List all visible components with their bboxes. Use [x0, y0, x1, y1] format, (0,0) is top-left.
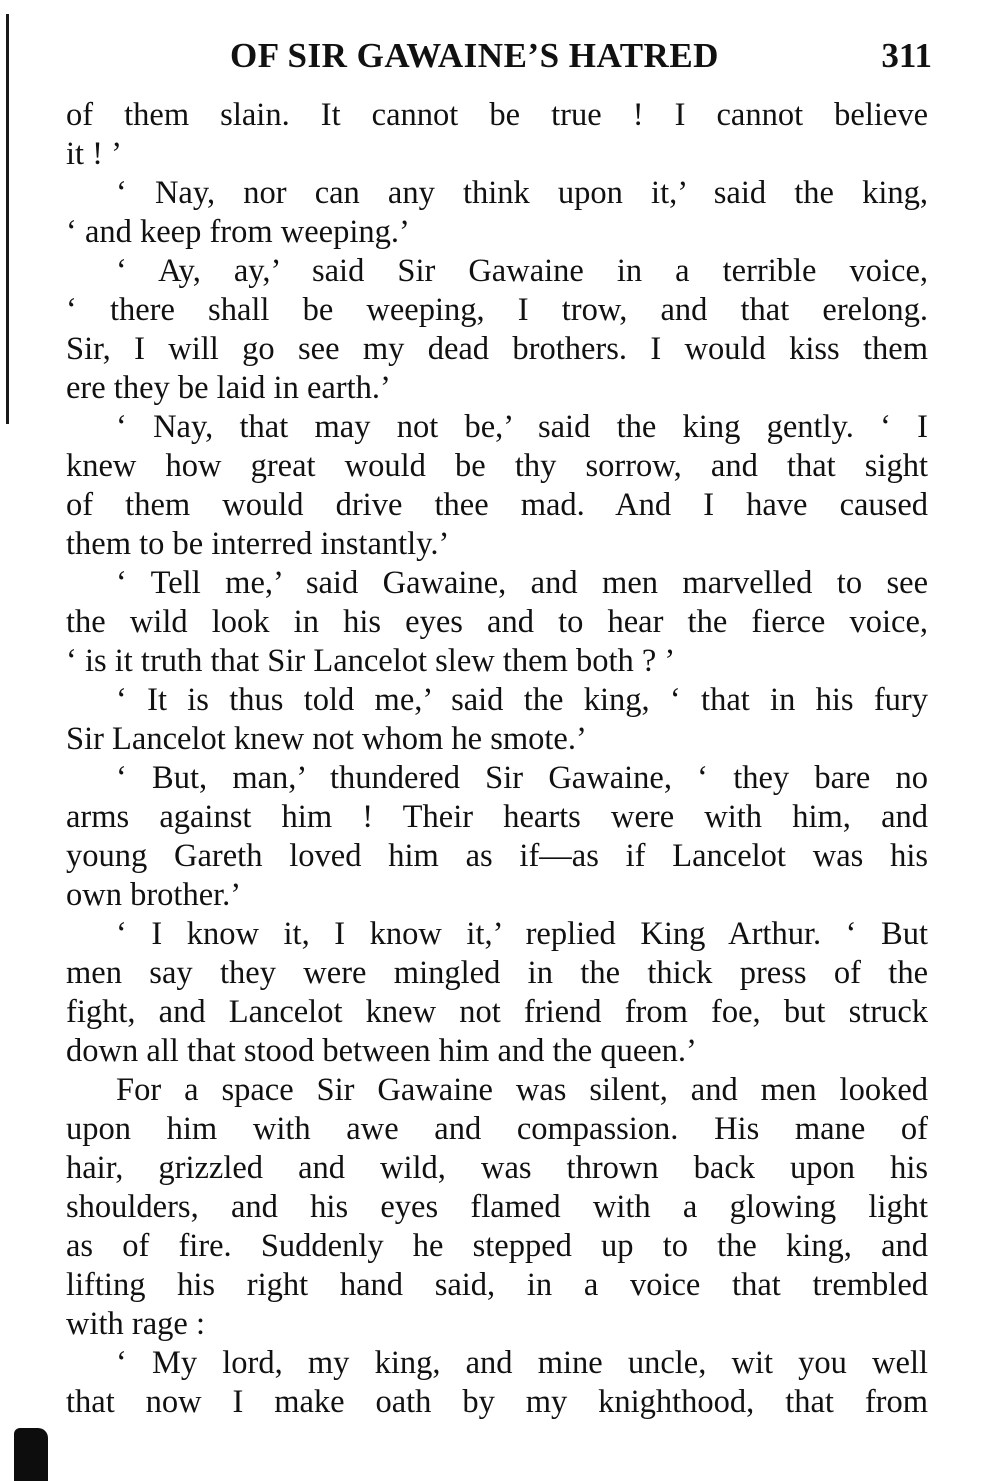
text-line: ‘ It is thus told me,’ said the king, ‘ that in his fury [116, 682, 928, 718]
ink-blot [14, 1428, 48, 1481]
text-line: knew how great would be thy sorrow, and that sight [66, 448, 928, 484]
page-gutter-shadow [6, 14, 9, 424]
text-line: of them slain. It cannot be true ! I cannot believe [66, 97, 928, 133]
text-line: ‘ But, man,’ thundered Sir Gawaine, ‘ they bare no [116, 760, 928, 796]
text-line: lifting his right hand said, in a voice that trembled [66, 1267, 928, 1303]
text-line: the wild look in his eyes and to hear the fierce voice, [66, 604, 928, 640]
text-line: ‘ Nay, that may not be,’ said the king gently. ‘ I [116, 409, 928, 445]
text-line: ‘ is it truth that Sir Lancelot slew them both ? ’ [66, 643, 676, 679]
text-line: ‘ there shall be weeping, I trow, and that erelong. [66, 292, 928, 328]
text-line: upon him with awe and compassion. His mane of [66, 1111, 928, 1147]
running-header [66, 36, 932, 86]
body-text [66, 96, 928, 1422]
text-line: men say they were mingled in the thick press of the [66, 955, 928, 991]
text-line: arms against him ! Their hearts were with him, and [66, 799, 928, 835]
text-line: hair, grizzled and wild, was thrown back upon his [66, 1150, 928, 1186]
text-line: it ! ’ [66, 136, 122, 172]
text-line: as of fire. Suddenly he stepped up to the king, and [66, 1228, 928, 1264]
text-line: down all that stood between him and the queen.’ [66, 1033, 697, 1069]
text-line: ‘ and keep from weeping.’ [66, 214, 410, 250]
text-line: For a space Sir Gawaine was silent, and men looked [116, 1072, 928, 1108]
text-line: that now I make oath by my knighthood, that from [66, 1384, 928, 1420]
text-line: them to be interred instantly.’ [66, 526, 450, 562]
text-line: Sir Lancelot knew not whom he smote.’ [66, 721, 587, 757]
text-line: of them would drive thee mad. And I have caused [66, 487, 928, 523]
text-line: shoulders, and his eyes flamed with a glowing light [66, 1189, 928, 1225]
text-line: own brother.’ [66, 877, 242, 913]
text-line: with rage : [66, 1306, 205, 1342]
text-line: ‘ Nay, nor can any think upon it,’ said the king, [116, 175, 928, 211]
text-line: ‘ Ay, ay,’ said Sir Gawaine in a terrible voice, [116, 253, 928, 289]
text-line: ‘ Tell me,’ said Gawaine, and men marvelled to see [116, 565, 928, 601]
text-line: ‘ My lord, my king, and mine uncle, wit you well [116, 1345, 928, 1381]
text-line: young Gareth loved him as if—as if Lancelot was his [66, 838, 928, 874]
text-line: ere they be laid in earth.’ [66, 370, 391, 406]
text-line: Sir, I will go see my dead brothers. I would kiss them [66, 331, 928, 367]
chapter-title: OF SIR GAWAINE’S HATRED [230, 36, 719, 75]
text-line: ‘ I know it, I know it,’ replied King Arthur. ‘ But [116, 916, 928, 952]
page-number: 311 [881, 36, 932, 75]
text-line: fight, and Lancelot knew not friend from foe, but struck [66, 994, 928, 1030]
